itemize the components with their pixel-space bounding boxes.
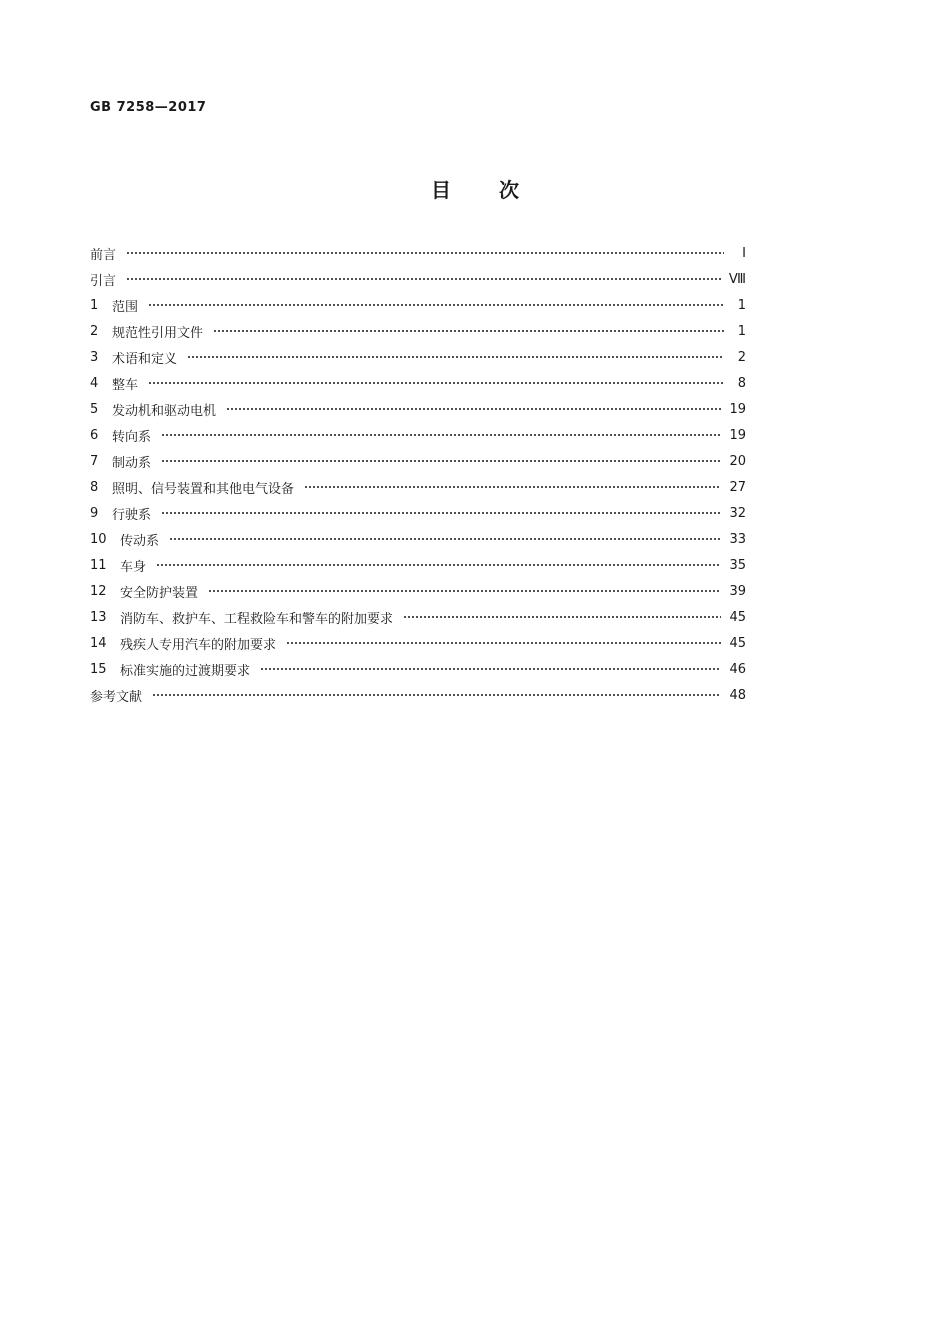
toc-entry-page: Ⅰ <box>742 245 746 261</box>
toc-entry[interactable] <box>90 552 746 578</box>
toc-entry[interactable] <box>90 656 746 682</box>
toc-entry-page: 8 <box>737 375 746 391</box>
dot-leader <box>148 382 724 384</box>
toc-entry-label: 发动机和驱动电机 <box>112 403 217 419</box>
dot-leader <box>208 590 721 592</box>
toc-entry-label: 传动系 <box>120 533 160 549</box>
toc-entry[interactable] <box>90 448 746 474</box>
toc-entry[interactable] <box>90 266 746 292</box>
dot-leader <box>161 512 721 514</box>
toc-entry-number: 5 <box>90 401 99 417</box>
toc-entry[interactable] <box>90 422 746 448</box>
toc-entry-page: 20 <box>729 453 746 469</box>
toc-entry-label: 术语和定义 <box>112 351 178 367</box>
title-char-2: 次 <box>499 178 519 202</box>
toc-entry[interactable] <box>90 318 746 344</box>
toc-entry-page: 35 <box>729 557 746 573</box>
toc-entry-number: 14 <box>90 635 107 651</box>
toc-entry-number: 7 <box>90 453 99 469</box>
toc-entry-number: 15 <box>90 661 107 677</box>
dot-leader <box>226 408 721 410</box>
dot-leader <box>126 278 721 280</box>
toc-entry-label: 整车 <box>112 377 139 393</box>
toc-entry[interactable] <box>90 292 746 318</box>
dot-leader <box>161 460 721 462</box>
dot-leader <box>169 538 721 540</box>
toc-entry[interactable] <box>90 578 746 604</box>
toc-entry-label: 规范性引用文件 <box>112 325 204 341</box>
dot-leader <box>304 486 721 488</box>
toc-entry-number: 4 <box>90 375 99 391</box>
toc-entry-page: 39 <box>729 583 746 599</box>
toc-entry-number: 6 <box>90 427 99 443</box>
toc-entry[interactable] <box>90 630 746 656</box>
document-code: GB 7258—2017 <box>90 100 207 115</box>
toc-entry-page: 45 <box>729 609 746 625</box>
dot-leader <box>286 642 721 644</box>
dot-leader <box>126 252 724 254</box>
toc-entry-page: Ⅷ <box>728 271 746 287</box>
toc-entry-number: 10 <box>90 531 107 547</box>
toc-entry-label: 标准实施的过渡期要求 <box>120 663 251 679</box>
toc-entry-page: 19 <box>729 427 746 443</box>
toc-entry-label: 照明、信号装置和其他电气设备 <box>112 481 295 497</box>
toc-entry-page: 1 <box>737 297 746 313</box>
toc-entry[interactable] <box>90 604 746 630</box>
dot-leader <box>156 564 721 566</box>
toc-entry[interactable] <box>90 474 746 500</box>
toc-entry-number: 2 <box>90 323 99 339</box>
toc-entry-label: 残疾人专用汽车的附加要求 <box>120 637 277 653</box>
dot-leader <box>213 330 724 332</box>
toc-entry-page: 19 <box>729 401 746 417</box>
title-char-1: 目 <box>431 178 451 202</box>
toc-entry-label: 转向系 <box>112 429 152 445</box>
dot-leader <box>161 434 721 436</box>
toc-entry[interactable] <box>90 500 746 526</box>
toc-entry-label: 制动系 <box>112 455 152 471</box>
toc-entry-number: 3 <box>90 349 99 365</box>
toc-entry-label: 消防车、救护车、工程救险车和警车的附加要求 <box>120 611 394 627</box>
toc-entry-number: 12 <box>90 583 107 599</box>
toc-entry-page: 27 <box>729 479 746 495</box>
toc-entry-page: 33 <box>729 531 746 547</box>
toc-entry[interactable] <box>90 682 746 708</box>
toc-entry-page: 45 <box>729 635 746 651</box>
toc-entry-label: 行驶系 <box>112 507 152 523</box>
toc-entry-number: 8 <box>90 479 99 495</box>
dot-leader <box>260 668 721 670</box>
toc-entry[interactable] <box>90 396 746 422</box>
toc-entry-label: 前言 <box>90 247 117 263</box>
toc-entry[interactable] <box>90 370 746 396</box>
toc-entry-number: 13 <box>90 609 107 625</box>
toc-entry-page: 46 <box>729 661 746 677</box>
toc-entry-number: 9 <box>90 505 99 521</box>
dot-leader <box>148 304 724 306</box>
toc-entry-number: 1 <box>90 297 99 313</box>
toc-entry-page: 1 <box>737 323 746 339</box>
toc-entry-page: 48 <box>729 687 746 703</box>
toc-entry[interactable] <box>90 526 746 552</box>
dot-leader <box>403 616 721 618</box>
page-title <box>0 174 950 203</box>
toc-entry-label: 引言 <box>90 273 117 289</box>
toc-entry[interactable] <box>90 344 746 370</box>
toc-entry-label: 安全防护装置 <box>120 585 199 601</box>
toc-entry-label: 参考文献 <box>90 689 143 705</box>
toc-entry-label: 范围 <box>112 299 139 315</box>
toc-entry-label: 车身 <box>120 559 147 575</box>
table-of-contents <box>90 240 746 708</box>
toc-entry-page: 32 <box>729 505 746 521</box>
dot-leader <box>187 356 724 358</box>
dot-leader <box>152 694 721 696</box>
toc-entry-number: 11 <box>90 557 107 573</box>
toc-entry[interactable] <box>90 240 746 266</box>
toc-entry-page: 2 <box>737 349 746 365</box>
